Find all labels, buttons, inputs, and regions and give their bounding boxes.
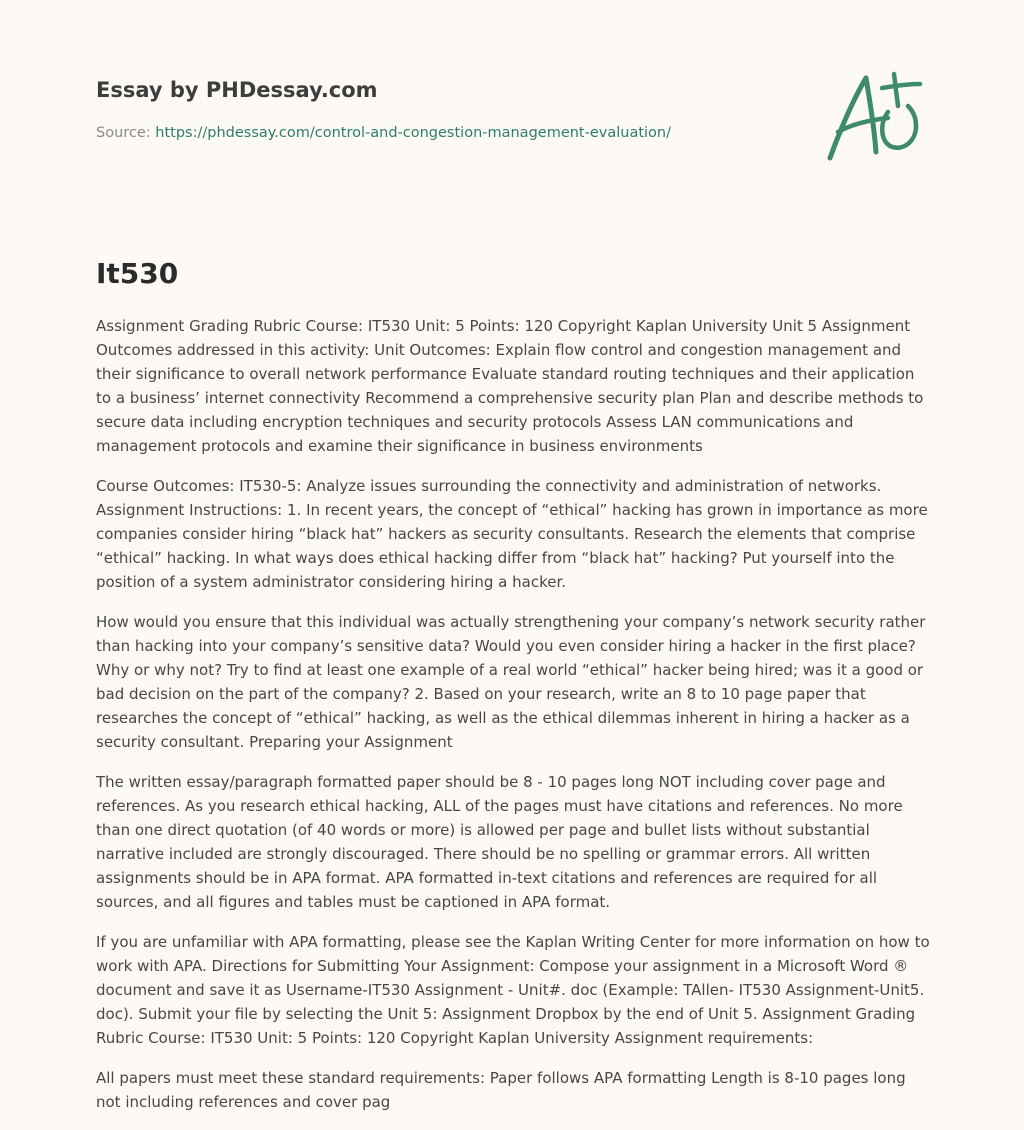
- document-title: It530: [96, 257, 179, 290]
- paragraph: Course Outcomes: IT530-5: Analyze issues surrounding the connectivity and administration of networks. Assignment Instructions: 1. In recent years, the concept of “ethical” hacking has grown in importance as more companies consider hiring “black hat” hackers as security consultants. Research the elements that comprise “ethical” hacking. In what ways does ethical hacking differ from “black hat” hacking? Put yourself into the position of a system administrator considering hiring a hacker.: [96, 477, 928, 591]
- site-title: Essay by PHDessay.com: [96, 78, 378, 102]
- a-plus-logo-icon: [818, 66, 930, 166]
- source-line: [96, 123, 796, 143]
- source-label: Source:: [96, 125, 151, 141]
- paragraph: The written essay/paragraph formatted paper should be 8 - 10 pages long NOT including cover page and references. As you research ethical hacking, ALL of the pages must have citations and references. No more than one direct quotation (of 40 words or more) is allowed per page and bullet lists without substantial narrative included are strongly discouraged. There should be no spelling or grammar errors. All written assignments should be in APA format. APA formatted in-text citations and references are required for all sources, and all figures and tables must be captioned in APA format.: [96, 773, 903, 911]
- paragraph: Assignment Grading Rubric Course: IT530 Unit: 5 Points: 120 Copyright Kaplan University Unit 5 Assignment Outcomes addressed in this activity: Unit Outcomes: Explain flow control and congestion management and their significance to overall network performance Evaluate standard routing techniques and their application to a business’ internet connectivity Recommend a comprehensive security plan Plan and describe methods to secure data including encryption techniques and security protocols Assess LAN communications and management protocols and examine their significance in business environments: [96, 317, 924, 455]
- paragraph: How would you ensure that this individual was actually strengthening your company’s network security rather than hacking into your company’s sensitive data? Would you even consider hiring a hacker in the first place? Why or why not? Try to find at least one example of a real world “ethical” hacker being hired; was it a good or bad decision on the part of the company? 2. Based on your research, write an 8 to 10 page paper that researches the concept of “ethical” hacking, as well as the ethical dilemmas inherent in hiring a hacker as a security consultant. Preparing your Assignment: [96, 613, 926, 751]
- paragraph: If you are unfamiliar with APA formatting, please see the Kaplan Writing Center for more information on how to work with APA. Directions for Submitting Your Assignment: Compose your assignment in a Microsoft Word ® document and save it as Username-IT530 Assignment - Unit#. doc (Example: TAllen- IT530 Assignment-Unit5. doc). Submit your file by selecting the Unit 5: Assignment Dropbox by the end of Unit 5. Assignment Grading Rubric Course: IT530 Unit: 5 Points: 120 Copyright Kaplan University Assignment requirements:: [96, 933, 930, 1047]
- page-header: [96, 76, 796, 143]
- document-body: [96, 314, 930, 1130]
- source-link[interactable]: https://phdessay.com/control-and-congestion-management-evaluation/: [155, 125, 672, 141]
- paragraph: All papers must meet these standard requirements: Paper follows APA formatting Length is 8-10 pages long not including references and cover pag: [96, 1069, 906, 1111]
